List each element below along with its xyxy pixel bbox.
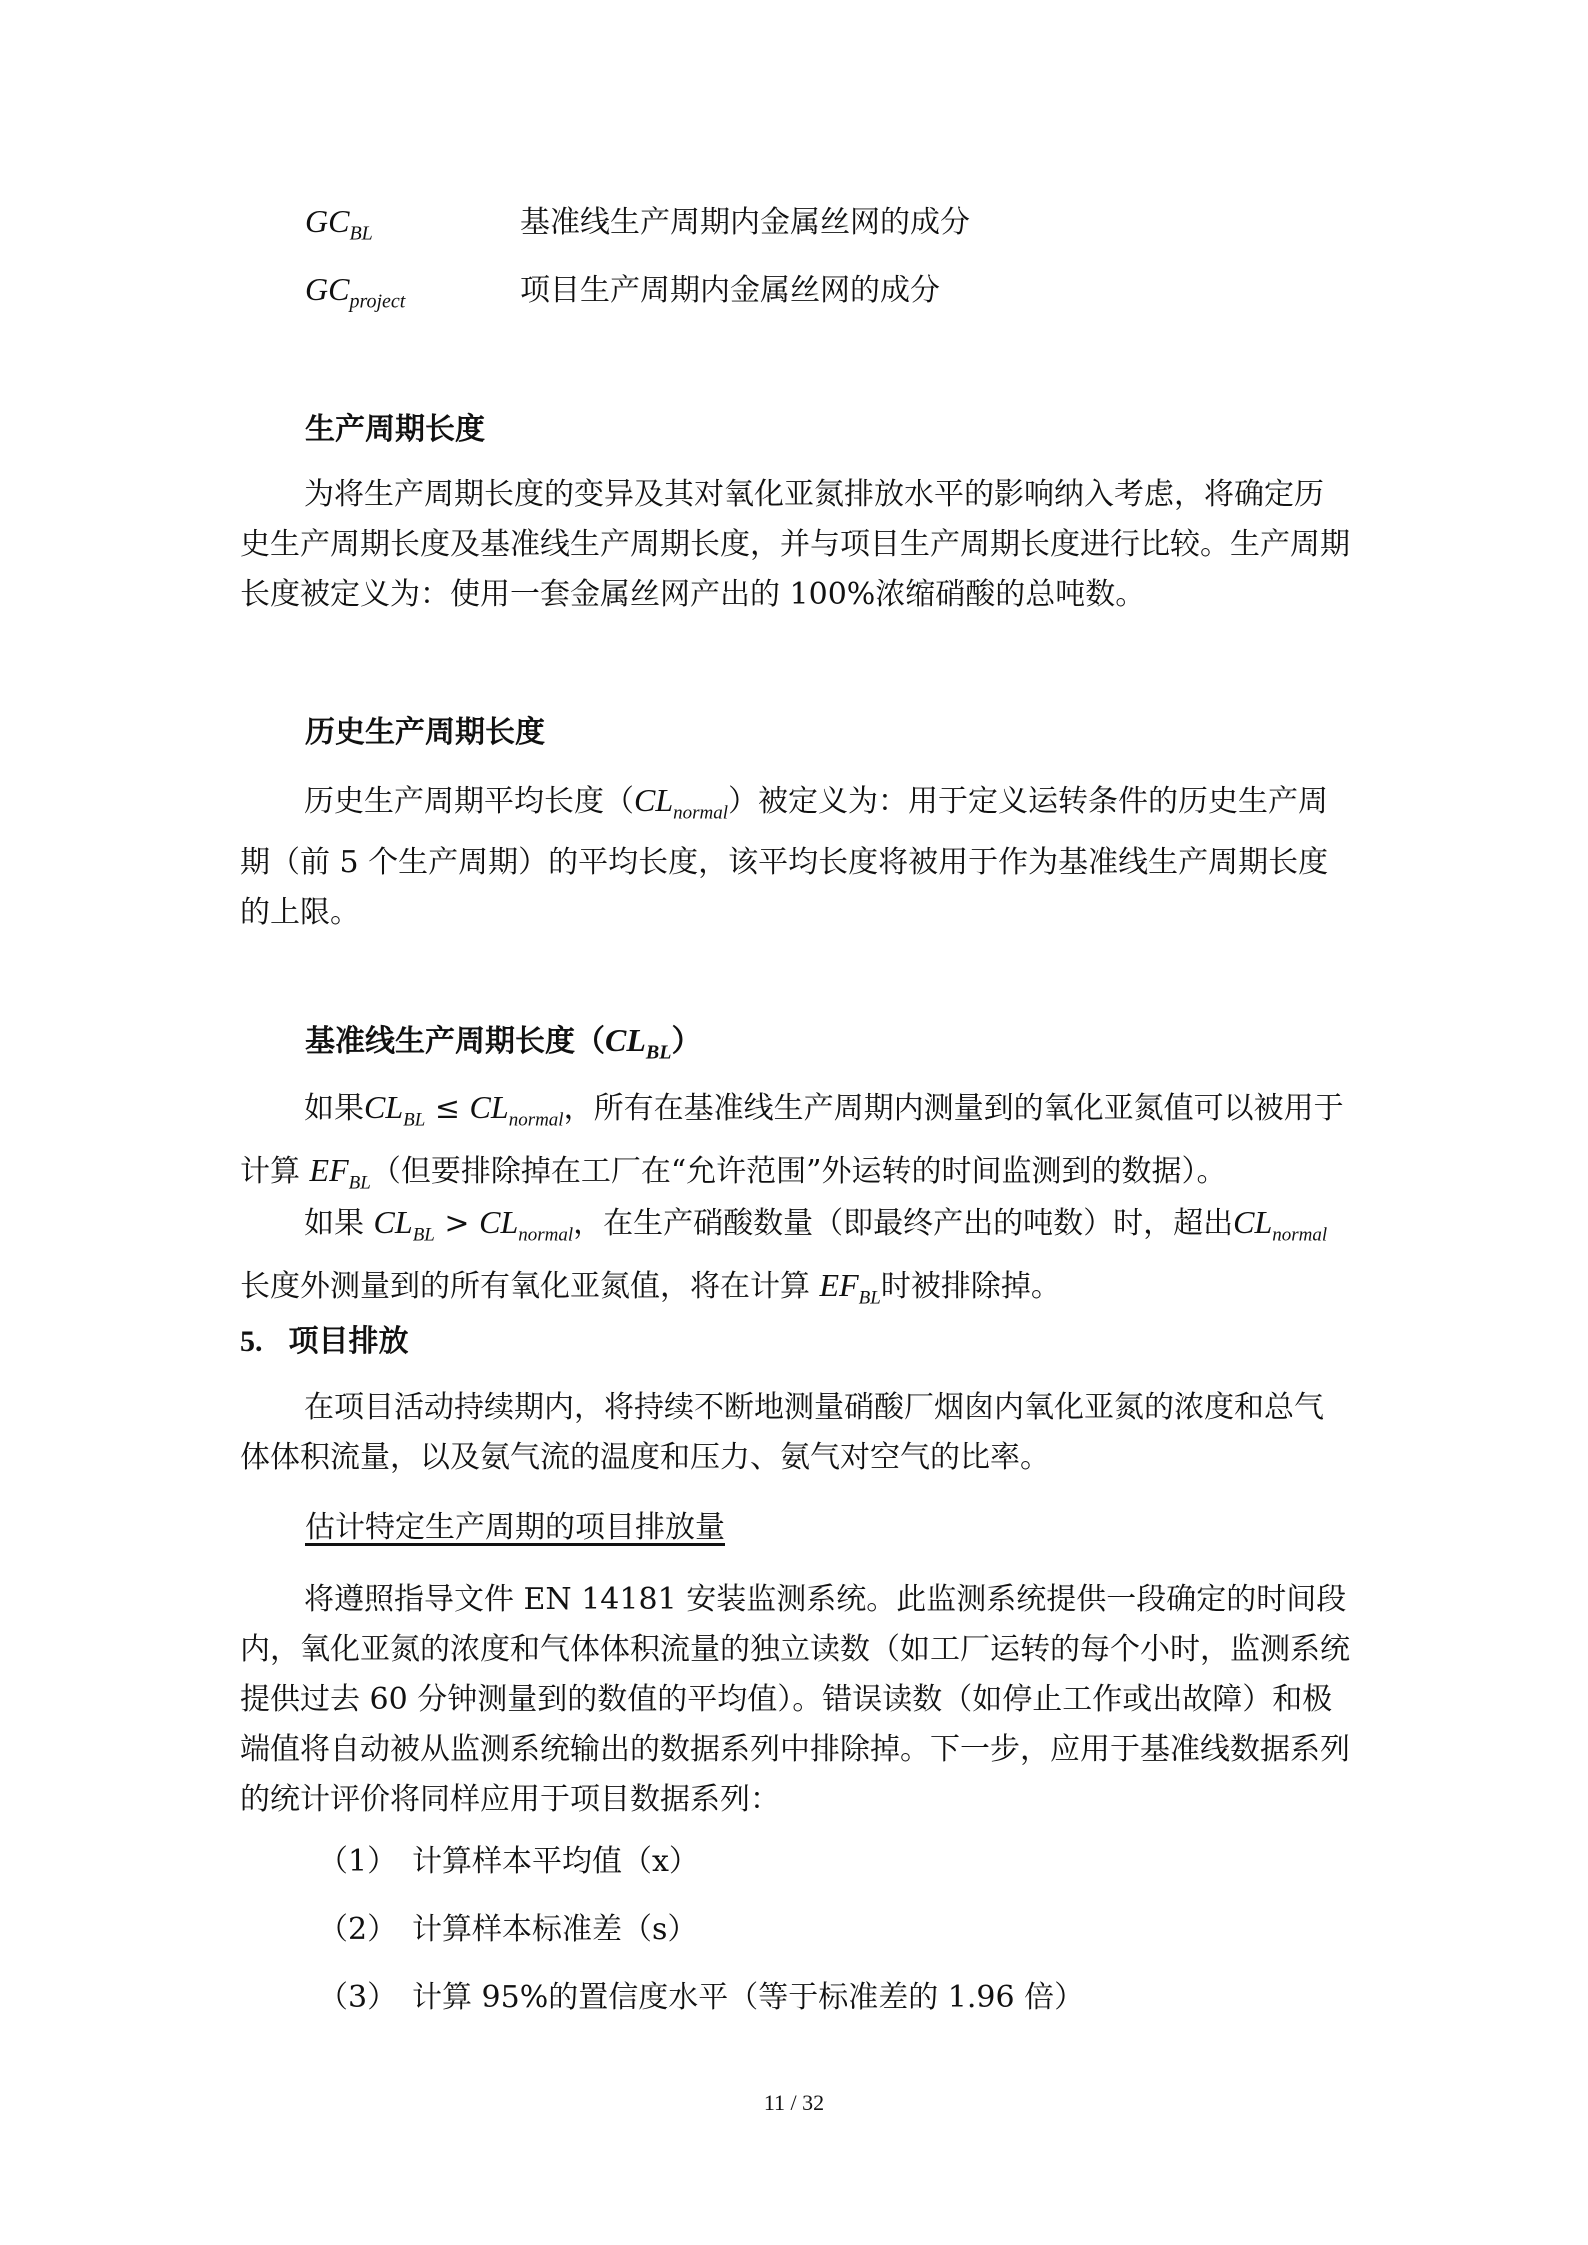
list-item: （1） 计算样本平均值（x）	[318, 1844, 699, 1879]
definition-text: 项目生产周期内金属丝网的成分	[520, 273, 940, 308]
paragraph-baseline-case-2: 如果 $CL_{BL} > CL_{normal}$，在生产硝酸数量（即最终产出的吨数）时，超出$CL_{normal}$长度外测量到的所有氧化亚氮值，将在计算 $EF_{BL}$时被排除掉。	[240, 1204, 1328, 1309]
paragraph-baseline-case-1: 如果$CL_{BL} \le CL_{normal}$，所有在基准线生产周期内测量到的氧化亚氮值可以被用于计算 $EF_{BL}$（但要排除掉在工厂在“允许范围”外运转的时间监测到的数据）。	[240, 1089, 1344, 1194]
heading-baseline-cycle-length: 基准线生产周期长度$(CL_{BL})$	[305, 1022, 702, 1064]
paragraph-historic-cycle-length: 历史生产周期平均长度$(CL_{normal})$被定义为：用于定义运转条件的历史生产周期（前 5 个生产周期）的平均长度，该平均长度将被用于作为基准线生产周期长度的上限。	[240, 782, 1329, 931]
section-number: 5.	[240, 1325, 263, 1358]
paragraph-cycle-length: 为将生产周期长度的变异及其对氧化亚氮排放水平的影响纳入考虑，将确定历史生产周期长度及基准线生产周期长度，并与项目生产周期长度进行比较。生产周期长度被定义为：使用一套金属丝网产出的 100%浓缩硝酸的总吨数。	[240, 477, 1350, 612]
page-number: 11 / 32	[763, 2090, 825, 2115]
paragraph-monitoring-system: 将遵照指导文件 EN 14181 安装监测系统。此监测系统提供一段确定的时间段内，氧化亚氮的浓度和气体体积流量的独立读数（如工厂运转的每个小时，监测系统提供过去 60 分钟测量到的数值的平均值）。错误读数（如停止工作或出故障）和极端值将自动被从监测系统输出的数据系列中排除掉。下一步，应用于基准线数据系列的统计评价将同样应用于项目数据系列：	[240, 1582, 1350, 1817]
definition-row-gc-bl	[305, 198, 970, 256]
heading-historic-cycle-length: 历史生产周期长度	[305, 715, 545, 750]
subheading-project-emissions-estimate: 估计特定生产周期的项目排放量	[305, 1510, 725, 1545]
symbol-cl-bl: $CL_{BL}$	[605, 1022, 672, 1064]
list-item: （3） 计算 95%的置信度水平（等于标准差的 1.96 倍）	[318, 1980, 1085, 2015]
symbol-gc-project: $GC_{project}$	[305, 271, 406, 313]
symbol-gc-bl: $GC_{BL}$	[305, 203, 373, 245]
section-5-heading	[240, 1322, 409, 1362]
section-title: 项目排放	[288, 1324, 409, 1359]
heading-cycle-length: 生产周期长度	[305, 412, 485, 447]
paragraph-project-emissions: 在项目活动持续期内，将持续不断地测量硝酸厂烟囱内氧化亚氮的浓度和总气体体积流量，以及氨气流的温度和压力、氨气对空气的比率。	[240, 1390, 1324, 1475]
list-item: （2） 计算样本标准差（s）	[318, 1912, 698, 1947]
symbol-cl-normal: $CL_{normal}$	[634, 782, 729, 824]
definition-row-gc-project	[305, 266, 940, 324]
definition-text: 基准线生产周期内金属丝网的成分	[520, 205, 970, 240]
